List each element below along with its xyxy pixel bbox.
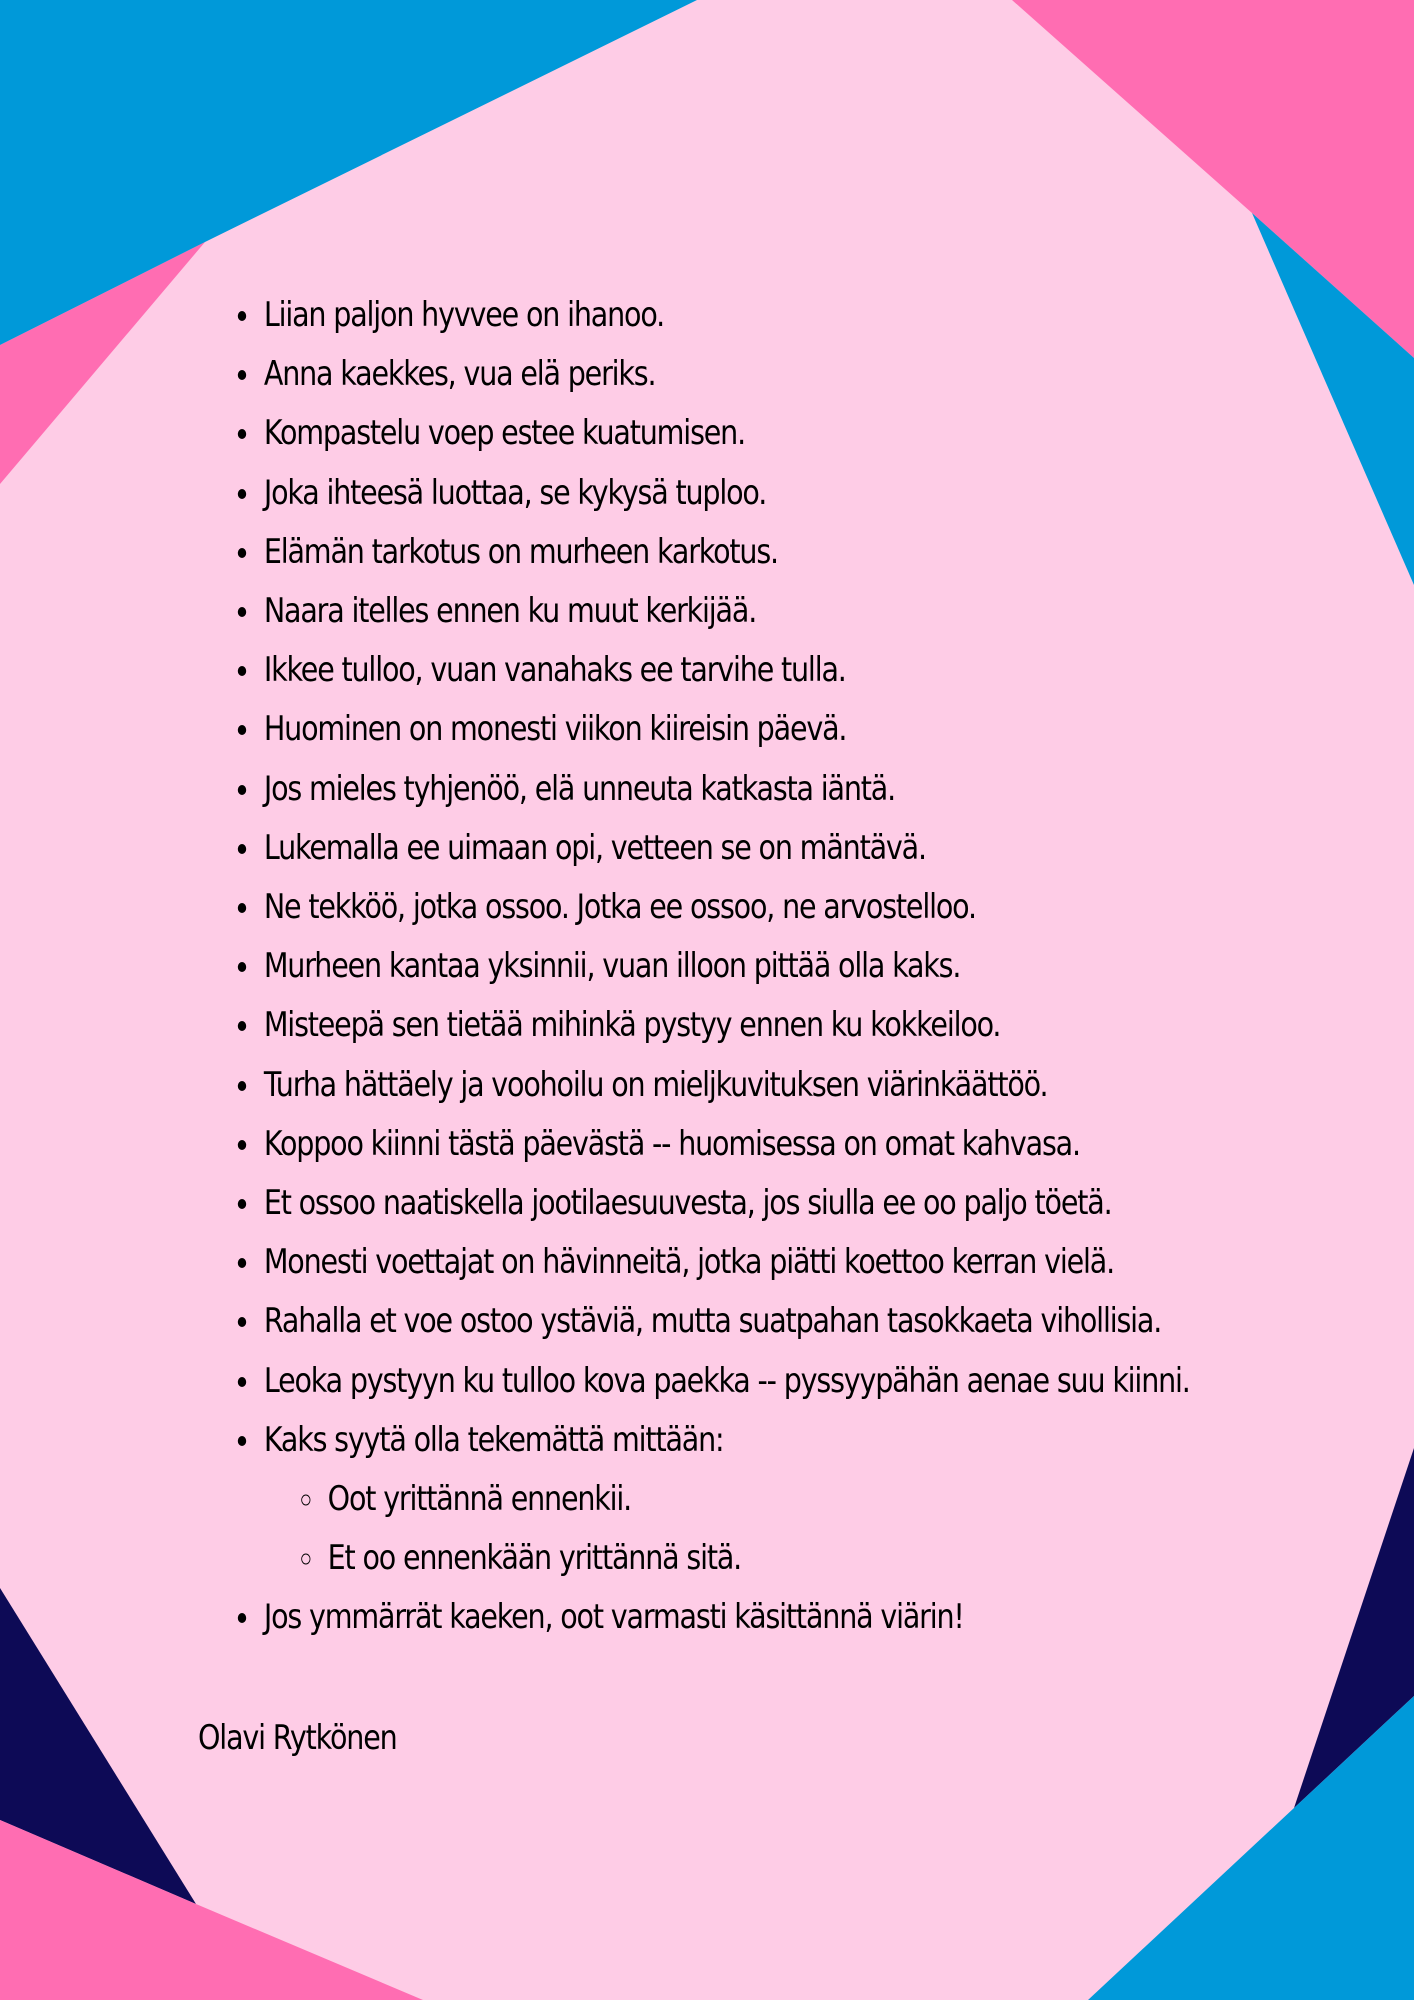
list-item: • Huominen on monesti viikon kiireisin päevä. (260, 700, 1209, 759)
nested-list-item (260, 1411, 1209, 1589)
list-item: • Misteepä sen tietää mihinkä pystyy ennen ku kokkeiloo. (260, 996, 1209, 1055)
list-item: • Rahalla et voe ostoo ystäviä, mutta suatpahan tasokkaeta vihollisia. (260, 1292, 1209, 1351)
list-item: • Joka ihteesä luottaa, se kykysä tuploo. (260, 464, 1209, 523)
list-item: • Ikkee tulloo, vuan vanahaks ee tarvihe tulla. (260, 641, 1209, 700)
reasons-sublist (264, 1470, 1210, 1588)
list-item: • Murheen kantaa yksinnii, vuan illoon pittää olla kaks. (260, 937, 1209, 996)
sublist-item: ◦ Oot yrittännä ennenkii. (324, 1470, 1209, 1529)
list-item: • Turha hättäely ja voohoilu on mieljkuvituksen viärinkäättöö. (260, 1056, 1209, 1115)
list-item: • Elämän tarkotus on murheen karkotus. (260, 523, 1209, 582)
list-item: • Et ossoo naatiskella jootilaesuuvesta, jos siulla ee oo paljo töetä. (260, 1174, 1209, 1233)
list-item: • Jos mieles tyhjenöö, elä unneuta katkasta iäntä. (260, 760, 1209, 819)
list-item: • Liian paljon hyvvee on ihanoo. (260, 286, 1209, 345)
list-item: • Jos ymmärrät kaeken, oot varmasti käsittännä viärin! (260, 1588, 1209, 1647)
list-item: • Kompastelu voep estee kuatumisen. (260, 404, 1209, 463)
list-item: • Koppoo kiinni tästä päevästä -- huomisessa on omat kahvasa. (260, 1115, 1209, 1174)
list-item: • Ne tekköö, jotka ossoo. Jotka ee ossoo, ne arvostelloo. (260, 878, 1209, 937)
list-item: • Naara itelles ennen ku muut kerkijää. (260, 582, 1209, 641)
author-signature: Olavi Rytkönen (198, 1718, 397, 1758)
sayings-list (200, 286, 1210, 1648)
list-item: • Anna kaekkes, vua elä periks. (260, 345, 1209, 404)
sublist-item: ◦ Et oo ennenkään yrittännä sitä. (324, 1529, 1209, 1588)
list-item: • Leoka pystyyn ku tulloo kova paekka -- pyssyypähän aenae suu kiinni. (260, 1352, 1209, 1411)
list-item: • Lukemalla ee uimaan opi, vetteen se on mäntävä. (260, 819, 1209, 878)
list-item: • Monesti voettajat on hävinneitä, jotka piätti koettoo kerran vielä. (260, 1233, 1209, 1292)
nested-list-label: Kaks syytä olla tekemättä mittään: (263, 1419, 724, 1460)
